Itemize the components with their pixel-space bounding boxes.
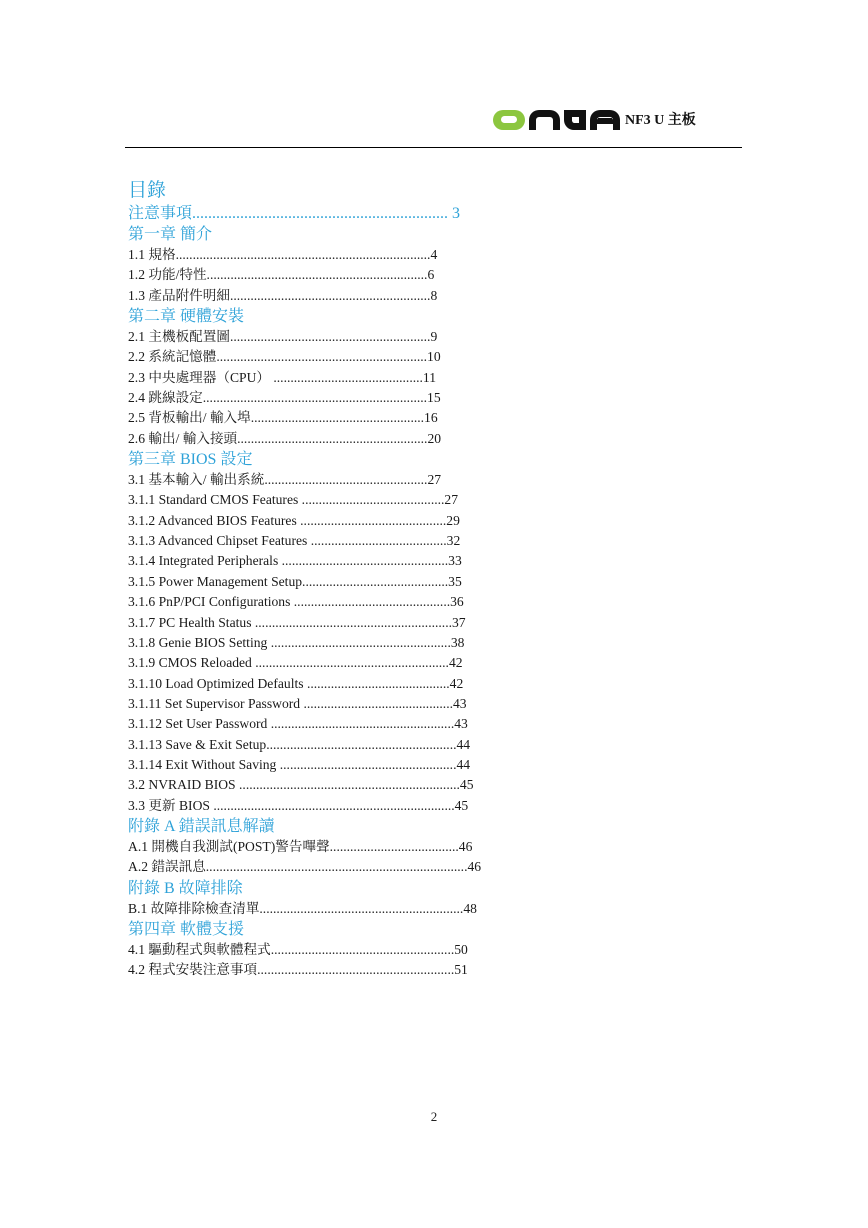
- header-divider: [125, 147, 742, 148]
- toc-list: [128, 203, 728, 981]
- toc-entry: 4.2 程式安裝注意事項..........................................................51: [128, 962, 468, 978]
- toc-entry: 3.1.5 Power Management Setup...........................................35: [128, 573, 462, 589]
- toc-entry: 2.2 系統記憶體..............................................................10: [128, 349, 441, 365]
- toc-entry: 3.1 基本輸入/ 輸出系統................................................27: [128, 472, 442, 488]
- toc-entry: 3.3 更新 BIOS .......................................................................45: [128, 797, 469, 813]
- toc-entry: 4.1 驅動程式與軟體程式......................................................50: [128, 941, 468, 957]
- toc-entry: 3.1.3 Advanced Chipset Features ........................................32: [128, 533, 461, 549]
- toc-entry: 3.1.12 Set User Password ......................................................43: [128, 716, 468, 732]
- toc-entry: 3.1.2 Advanced BIOS Features ...........................................29: [128, 512, 460, 528]
- toc-entry: 3.1.4 Integrated Peripherals .................................................33: [128, 553, 462, 569]
- toc-entry: 3.1.10 Load Optimized Defaults ..........................................42: [128, 675, 464, 691]
- toc-section-heading: 第一章 簡介: [128, 226, 213, 243]
- toc-section-heading: 第三章 BIOS 設定: [128, 451, 253, 469]
- page-number: 2: [430, 1109, 438, 1124]
- toc-entry: 2.5 背板輸出/ 輸入埠...................................................16: [128, 410, 438, 426]
- toc-entry: 3.1.14 Exit Without Saving ....................................................44: [128, 756, 471, 772]
- toc-entry: 2.1 主機板配置圖...........................................................9: [128, 329, 438, 345]
- toc-entry: 3.1.8 Genie BIOS Setting .....................................................38: [128, 634, 465, 650]
- toc-entry: 3.1.9 CMOS Reloaded .........................................................42: [128, 655, 463, 671]
- page-header: [492, 101, 696, 131]
- toc-entry: 3.2 NVRAID BIOS .................................................................45: [128, 777, 474, 793]
- toc-entry: 1.1 規格...........................................................................4: [128, 247, 438, 262]
- toc-entry: 3.1.13 Save & Exit Setup........................................................44: [128, 736, 471, 752]
- toc-entry: 1.2 功能/特性.................................................................6: [128, 267, 435, 283]
- toc-entry: 2.4 跳線設定..................................................................15: [128, 390, 441, 406]
- toc-section-heading: 第四章 軟體支援: [128, 920, 245, 938]
- toc-entry: A.2 錯誤訊息.............................................................................46: [128, 859, 482, 875]
- toc-entry: 3.1.11 Set Supervisor Password ............................................43: [128, 695, 467, 711]
- toc-entry: 3.1.7 PC Health Status ..........................................................37: [128, 614, 466, 630]
- table-of-contents: [128, 178, 728, 981]
- toc-entry: 2.3 中央處理器（CPU） ............................................11: [128, 369, 437, 385]
- toc-section-heading: 注意事項................................................................ 3: [128, 205, 461, 222]
- toc-section-heading: 附錄 A 錯誤訊息解讀: [128, 817, 275, 835]
- toc-entry: 3.1.1 Standard CMOS Features ..........................................27: [128, 492, 459, 508]
- toc-entry: 1.3 產品附件明細...........................................................8: [128, 287, 438, 303]
- toc-entry: 3.1.6 PnP/PCI Configurations ..............................................36: [128, 594, 464, 610]
- header-model-text: NF3 U 主板: [625, 113, 696, 128]
- toc-section-heading: 第二章 硬體安裝: [128, 308, 245, 326]
- toc-entry: A.1 開機自我測試(POST)警告嗶聲......................................46: [128, 838, 473, 854]
- toc-entry: 2.6 輸出/ 輸入接頭........................................................20: [128, 430, 442, 446]
- onda-logo: [492, 109, 621, 131]
- toc-entry: B.1 故障排除檢查清單............................................................48: [128, 900, 477, 916]
- toc-title: 目錄: [128, 180, 167, 201]
- toc-section-heading: 附錄 B 故障排除: [128, 879, 243, 897]
